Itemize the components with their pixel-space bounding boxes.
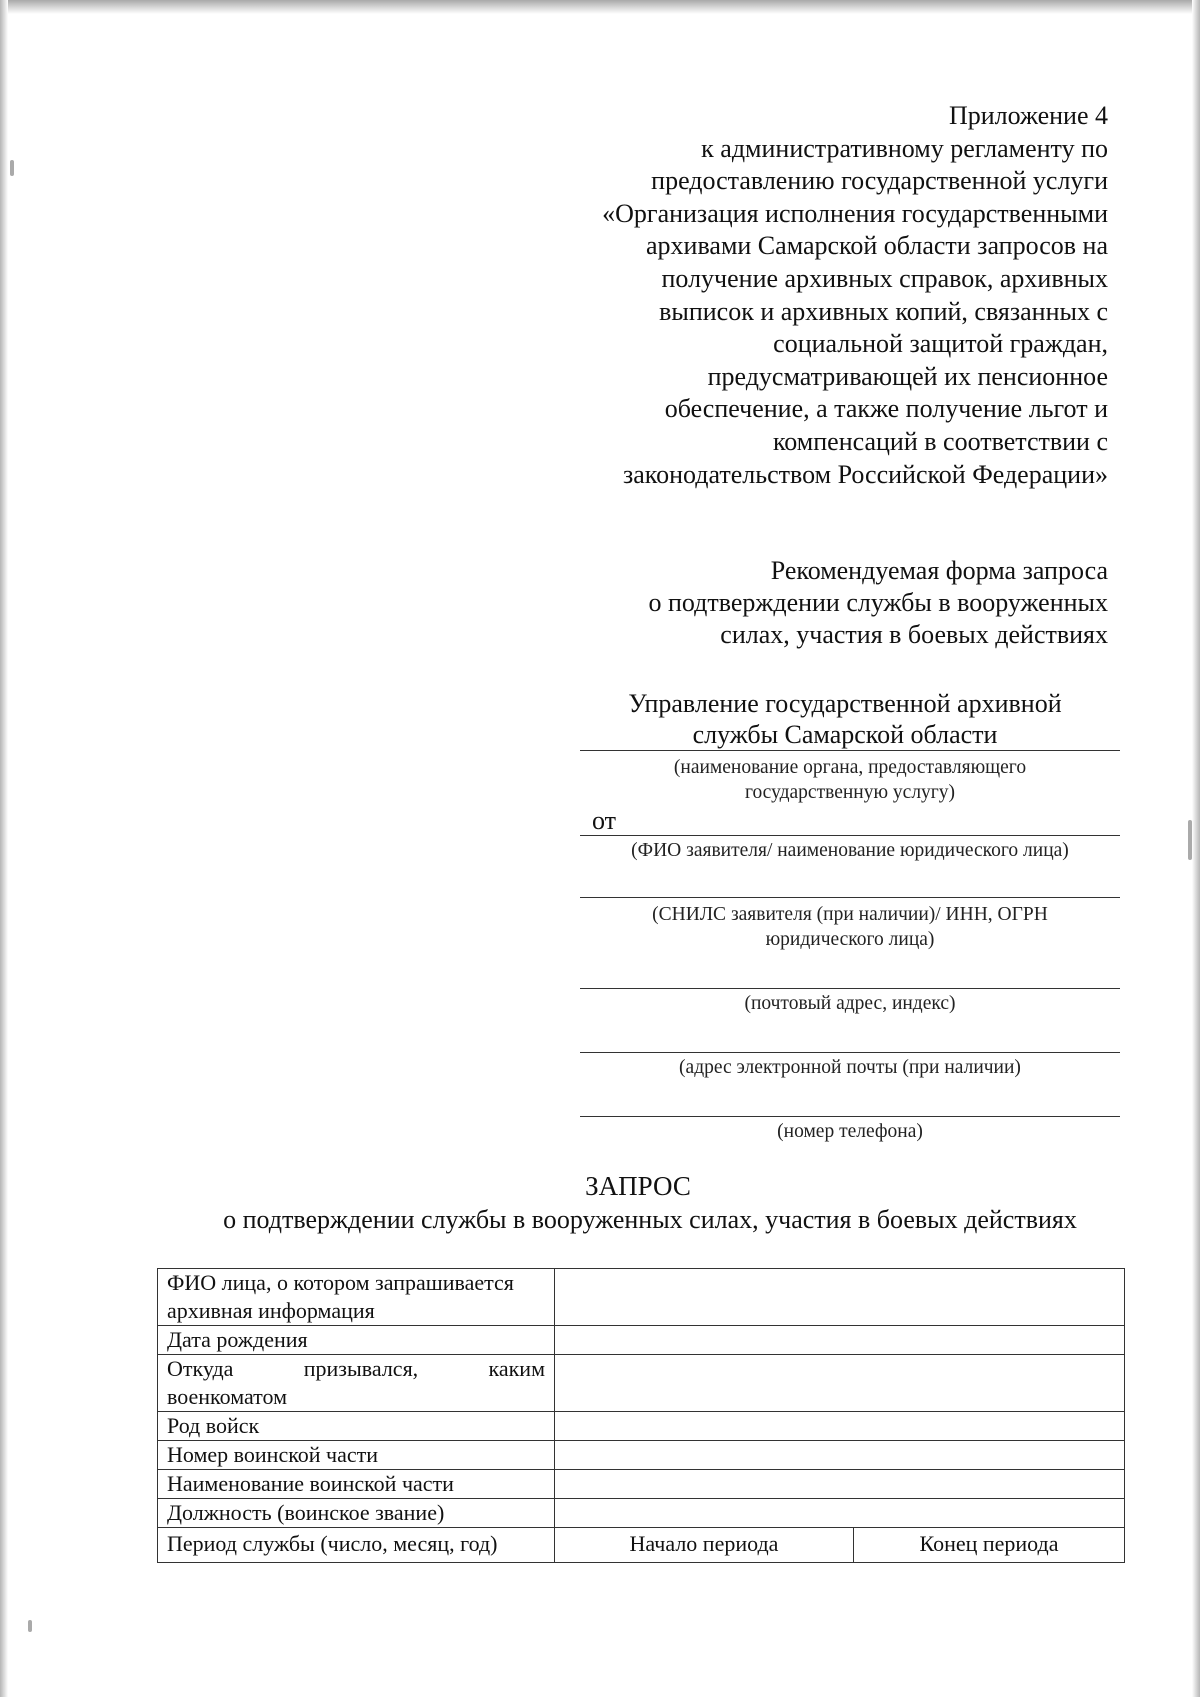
row-label: Должность (воинское звание) (158, 1499, 555, 1528)
header-line: обеспечение, а также получение льгот и (664, 394, 1108, 424)
form-title (488, 555, 1108, 651)
period-start-cell[interactable]: Начало периода (555, 1528, 854, 1563)
request-subtitle: о подтверждении службы в вооруженных силах, участия в боевых действиях (223, 1205, 1077, 1234)
header-line: выписок и архивных копий, связанных с (659, 296, 1108, 326)
row-label: Дата рождения (158, 1326, 555, 1355)
from-label: от (592, 806, 617, 835)
table-row (158, 1441, 1125, 1470)
row-label: Род войск (158, 1412, 555, 1441)
header-line: архивами Самарской области запросов на (646, 231, 1108, 261)
row-value-cell[interactable] (555, 1269, 1125, 1326)
recipient-hint (580, 755, 1120, 805)
period-label: Период службы (число, месяц, год) (158, 1528, 555, 1563)
row-label-line: Откуда призывался, каким (167, 1356, 545, 1381)
header-line: получение архивных справок, архивных (661, 263, 1108, 293)
table-row (158, 1470, 1125, 1499)
request-table (157, 1268, 1125, 1563)
request-title: ЗАПРОС (585, 1171, 691, 1201)
row-label: Номер воинской части (158, 1441, 555, 1470)
header-line: законодательством Российской Федерации» (623, 459, 1108, 489)
snils-hint-line: юридического лица) (765, 929, 935, 950)
snils-field[interactable] (580, 863, 1120, 898)
scan-edge-top (0, 0, 1200, 14)
table-row (158, 1412, 1125, 1441)
from-field[interactable] (580, 807, 1120, 836)
header-line: компенсаций в соответствии с (772, 426, 1108, 456)
snils-hint (580, 902, 1120, 952)
header-line: предоставлению государственной услуги (651, 166, 1108, 196)
table-row (158, 1499, 1125, 1528)
row-value-cell[interactable] (555, 1412, 1125, 1441)
row-label-line: ФИО лица, о котором запрашивается (167, 1270, 514, 1295)
header-line: Приложение 4 (948, 101, 1108, 130)
form-title-line: Рекомендуемая форма запроса (770, 556, 1108, 585)
scan-edge-right (1192, 0, 1200, 1697)
appendix-header (488, 100, 1108, 491)
scan-speck (28, 1620, 32, 1632)
header-line: социальной защитой граждан, (773, 329, 1108, 359)
table-row (158, 1355, 1125, 1412)
scan-edge-left (0, 0, 8, 1697)
scan-speck (10, 160, 14, 176)
fio-hint: (ФИО заявителя/ наименование юридического лица) (631, 840, 1069, 861)
form-title-line: о подтверждении службы в вооруженных (648, 588, 1108, 617)
row-label (158, 1355, 555, 1412)
row-value-cell[interactable] (555, 1326, 1125, 1355)
row-label-line: военкоматом (167, 1384, 287, 1409)
recipient-name (580, 688, 1120, 751)
phone-field[interactable] (580, 1080, 1120, 1117)
row-label-line: архивная информация (167, 1298, 375, 1323)
period-end-cell[interactable]: Конец периода (854, 1528, 1125, 1563)
row-value-cell[interactable] (555, 1355, 1125, 1412)
applicant-block (580, 688, 1120, 1144)
snils-hint-line: (СНИЛС заявителя (при наличии)/ ИНН, ОГРН (652, 904, 1048, 925)
row-value-cell[interactable] (555, 1470, 1125, 1499)
address-hint: (почтовый адрес, индекс) (744, 993, 956, 1014)
recipient-hint-line: (наименование органа, предоставляющего (673, 757, 1027, 778)
recipient-hint-line: государственную услугу) (744, 782, 956, 803)
table-row (158, 1269, 1125, 1326)
phone-hint: (номер телефона) (777, 1121, 923, 1142)
recipient-line: Управление государственной архивной (628, 689, 1062, 718)
table-row (158, 1326, 1125, 1355)
address-field[interactable] (580, 952, 1120, 989)
header-line: «Организация исполнения государственными (602, 198, 1108, 228)
form-title-line: силах, участия в боевых действиях (720, 620, 1108, 649)
email-field[interactable] (580, 1016, 1120, 1053)
scan-speck (1188, 820, 1192, 860)
email-hint: (адрес электронной почты (при наличии) (679, 1057, 1021, 1078)
row-label (158, 1269, 555, 1326)
row-value-cell[interactable] (555, 1441, 1125, 1470)
recipient-line: службы Самарской области (692, 720, 998, 749)
row-value-cell[interactable] (555, 1499, 1125, 1528)
header-line: предусматривающей их пенсионное (707, 361, 1108, 391)
row-label: Наименование воинской части (158, 1470, 555, 1499)
table-row (158, 1528, 1125, 1563)
header-line: к административному регламенту по (701, 133, 1108, 163)
